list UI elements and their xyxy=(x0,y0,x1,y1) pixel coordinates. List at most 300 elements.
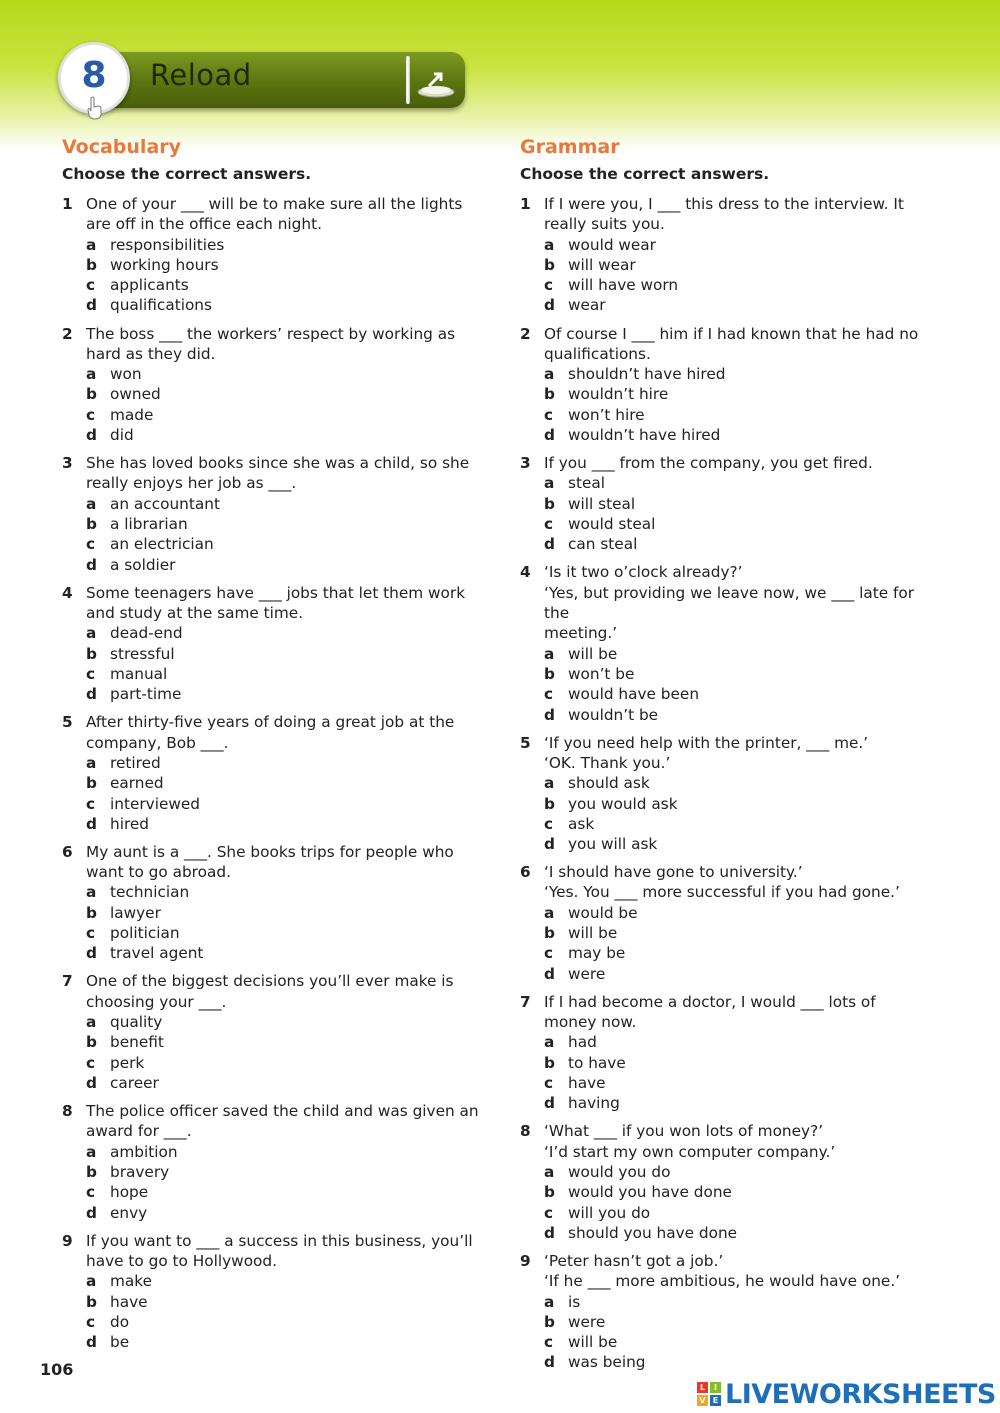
option-letter: b xyxy=(544,1312,555,1331)
answer-options xyxy=(544,1292,940,1373)
option-text: lawyer xyxy=(110,903,161,922)
answer-option[interactable] xyxy=(544,534,940,554)
answer-options xyxy=(86,235,482,316)
answer-option[interactable] xyxy=(544,705,940,725)
option-letter: b xyxy=(544,664,555,683)
answer-option[interactable] xyxy=(544,943,940,963)
question-text: The police officer saved the child and was given an award for ___. xyxy=(86,1102,479,1141)
option-text: dead-end xyxy=(110,624,183,643)
option-text: will you do xyxy=(568,1203,651,1222)
option-letter: c xyxy=(86,794,96,813)
question-number: 9 xyxy=(520,1251,531,1270)
option-letter: a xyxy=(544,1033,555,1052)
answer-option[interactable] xyxy=(544,384,940,404)
option-text: would have been xyxy=(568,685,700,704)
option-text: wouldn’t be xyxy=(568,705,659,724)
option-text: benefit xyxy=(110,1033,164,1052)
answer-option[interactable] xyxy=(544,923,940,943)
option-letter: a xyxy=(86,883,97,902)
option-text: won xyxy=(110,365,142,384)
answer-option[interactable] xyxy=(86,644,482,664)
option-letter: d xyxy=(544,835,555,854)
answer-option[interactable] xyxy=(544,1162,940,1182)
answer-option[interactable] xyxy=(544,903,940,923)
question-text: Of course I ___ him if I had known that he had no qualifications. xyxy=(544,324,919,363)
answer-option[interactable] xyxy=(544,295,940,315)
option-text: envy xyxy=(110,1203,148,1222)
answer-option[interactable] xyxy=(544,814,940,834)
answer-option[interactable] xyxy=(544,664,940,684)
logo-text: LIVEWORKSHEETS xyxy=(725,1378,996,1410)
option-text: make xyxy=(110,1272,152,1291)
option-letter: a xyxy=(86,753,97,772)
option-text: won’t be xyxy=(568,664,635,683)
answer-options xyxy=(544,773,940,854)
answer-option[interactable] xyxy=(86,384,482,404)
option-letter: a xyxy=(86,365,97,384)
option-text: having xyxy=(568,1094,620,1113)
answer-option[interactable] xyxy=(544,644,940,664)
answer-option[interactable] xyxy=(86,664,482,684)
answer-option[interactable] xyxy=(86,1073,482,1093)
answer-option[interactable] xyxy=(86,1332,482,1352)
option-text: an accountant xyxy=(110,494,220,513)
question-item xyxy=(520,562,940,724)
option-letter: d xyxy=(544,1223,555,1242)
option-text: manual xyxy=(110,664,168,683)
option-letter: b xyxy=(544,255,555,274)
option-text: will be xyxy=(568,644,618,663)
option-letter: b xyxy=(86,644,97,663)
option-text: owned xyxy=(110,385,161,404)
question-item xyxy=(520,1251,940,1373)
option-letter: b xyxy=(86,255,97,274)
question-number: 3 xyxy=(520,454,531,473)
option-text: perk xyxy=(110,1053,145,1072)
answer-option[interactable] xyxy=(544,255,940,275)
option-text: should ask xyxy=(568,774,650,793)
answer-options xyxy=(86,1142,482,1223)
answer-option[interactable] xyxy=(544,514,940,534)
option-text: hope xyxy=(110,1183,149,1202)
question-item xyxy=(520,1121,940,1243)
unit-title: Reload xyxy=(150,58,252,92)
option-text: were xyxy=(568,964,606,983)
option-text: would be xyxy=(568,903,638,922)
answer-option[interactable] xyxy=(544,834,940,854)
liveworksheets-logo[interactable] xyxy=(697,1379,996,1409)
answer-options xyxy=(86,1271,482,1352)
question-text: If I were you, I ___ this dress to the interview. It really suits you. xyxy=(544,195,904,234)
option-text: would you have done xyxy=(568,1183,732,1202)
option-letter: a xyxy=(544,903,555,922)
answer-options xyxy=(86,882,482,963)
option-letter: c xyxy=(544,1333,554,1352)
question-text: After thirty-five years of doing a great job at the company, Bob ___. xyxy=(86,713,455,752)
option-text: can steal xyxy=(568,535,638,554)
option-text: hired xyxy=(110,814,150,833)
answer-option[interactable] xyxy=(86,943,482,963)
answer-option[interactable] xyxy=(544,473,940,493)
option-letter: b xyxy=(544,1183,555,1202)
question-text: ‘If you need help with the printer, ___ me.’ ‘OK. Thank you.’ xyxy=(544,733,869,772)
option-letter: b xyxy=(86,1033,97,1052)
option-letter: a xyxy=(86,235,97,254)
external-link-icon[interactable] xyxy=(414,64,458,100)
option-letter: d xyxy=(86,814,97,833)
question-number: 6 xyxy=(62,842,73,861)
question-number: 8 xyxy=(62,1102,73,1121)
option-letter: d xyxy=(86,685,97,704)
answer-option[interactable] xyxy=(544,1332,940,1352)
answer-option[interactable] xyxy=(86,1292,482,1312)
option-text: have xyxy=(568,1073,606,1092)
option-text: wouldn’t have hired xyxy=(568,426,721,445)
option-letter: c xyxy=(86,664,96,683)
answer-options xyxy=(544,473,940,554)
answer-option[interactable] xyxy=(86,903,482,923)
option-text: politician xyxy=(110,924,180,943)
question-item xyxy=(62,1231,482,1353)
option-letter: d xyxy=(86,944,97,963)
question-text: Some teenagers have ___ jobs that let them work and study at the same time. xyxy=(86,583,466,623)
answer-option[interactable] xyxy=(544,684,940,704)
answer-option[interactable] xyxy=(544,235,940,255)
question-item xyxy=(520,733,940,855)
answer-option[interactable] xyxy=(544,1223,940,1243)
option-letter: d xyxy=(86,555,97,574)
answer-option[interactable] xyxy=(86,1162,482,1182)
option-letter: c xyxy=(86,1312,96,1331)
option-text: will have worn xyxy=(568,276,679,295)
option-letter: a xyxy=(544,644,555,663)
option-text: you would ask xyxy=(568,794,678,813)
question-item xyxy=(62,1101,482,1223)
grammar-heading: Grammar xyxy=(520,136,620,158)
answer-option[interactable] xyxy=(86,753,482,773)
option-text: you will ask xyxy=(568,835,658,854)
option-letter: a xyxy=(86,624,97,643)
answer-option[interactable] xyxy=(86,275,482,295)
question-item xyxy=(62,324,482,446)
vocabulary-heading: Vocabulary xyxy=(62,136,182,158)
question-number: 2 xyxy=(520,324,531,343)
option-text: to have xyxy=(568,1053,626,1072)
answer-option[interactable] xyxy=(86,814,482,834)
option-text: technician xyxy=(110,883,190,902)
option-letter: a xyxy=(86,1142,97,1161)
option-text: be xyxy=(110,1333,130,1352)
option-letter: b xyxy=(86,385,97,404)
option-letter: a xyxy=(86,1272,97,1291)
answer-option[interactable] xyxy=(544,425,940,445)
answer-option[interactable] xyxy=(86,794,482,814)
question-text: ‘I should have gone to university.’ ‘Yes. You ___ more successful if you had gone.’ xyxy=(544,863,900,902)
option-letter: c xyxy=(86,405,96,424)
option-text: have xyxy=(110,1292,148,1311)
question-number: 3 xyxy=(62,454,73,473)
question-text: ‘Is it two o’clock already?’ ‘Yes, but providing we leave now, we ___ late for the meeting.’ xyxy=(544,563,915,643)
answer-option[interactable] xyxy=(86,514,482,534)
option-letter: c xyxy=(544,814,554,833)
option-text: will steal xyxy=(568,494,636,513)
logo-letter: V xyxy=(697,1395,708,1406)
question-text: If you want to ___ a success in this business, you’ll have to go to Hollywood. xyxy=(86,1231,473,1270)
option-text: stressful xyxy=(110,644,175,663)
option-letter: c xyxy=(544,405,554,424)
answer-option[interactable] xyxy=(86,1053,482,1073)
grammar-instruction: Choose the correct answers. xyxy=(520,165,770,183)
grammar-questions xyxy=(520,194,940,1373)
answer-option[interactable] xyxy=(86,555,482,575)
option-text: ambition xyxy=(110,1142,178,1161)
question-number: 2 xyxy=(62,324,73,343)
answer-option[interactable] xyxy=(544,405,940,425)
option-letter: d xyxy=(86,296,97,315)
question-text: One of the biggest decisions you’ll ever make is choosing your ___. xyxy=(86,972,454,1011)
option-letter: a xyxy=(544,1162,555,1181)
question-number: 1 xyxy=(520,195,531,213)
question-number: 5 xyxy=(520,733,531,752)
option-letter: d xyxy=(86,1333,97,1352)
option-letter: d xyxy=(544,964,555,983)
option-text: would you do xyxy=(568,1162,671,1181)
option-text: won’t hire xyxy=(568,405,645,424)
answer-options xyxy=(544,364,940,445)
page-number: 106 xyxy=(40,1360,74,1379)
question-number: 6 xyxy=(520,863,531,882)
question-item xyxy=(520,992,940,1114)
option-text: travel agent xyxy=(110,944,204,963)
answer-option[interactable] xyxy=(544,964,940,984)
question-item xyxy=(62,712,482,834)
option-text: shouldn’t have hired xyxy=(568,365,726,384)
question-item xyxy=(520,862,940,984)
option-text: retired xyxy=(110,753,161,772)
answer-option[interactable] xyxy=(544,773,940,793)
option-text: do xyxy=(110,1312,130,1331)
answer-option[interactable] xyxy=(544,1032,940,1052)
answer-option[interactable] xyxy=(86,494,482,514)
option-letter: b xyxy=(86,774,97,793)
answer-option[interactable] xyxy=(544,1073,940,1093)
answer-option[interactable] xyxy=(544,494,940,514)
question-number: 5 xyxy=(62,713,73,732)
answer-option[interactable] xyxy=(86,923,482,943)
answer-option[interactable] xyxy=(86,425,482,445)
answer-options xyxy=(544,903,940,984)
option-letter: c xyxy=(544,944,554,963)
option-text: responsibilities xyxy=(110,235,225,254)
question-number: 1 xyxy=(62,195,73,213)
option-text: part-time xyxy=(110,685,182,704)
question-text: ‘What ___ if you won lots of money?’ ‘I’d start my own computer company.’ xyxy=(544,1122,836,1161)
question-number: 4 xyxy=(62,583,73,602)
question-text: If I had become a doctor, I would ___ lots of money now. xyxy=(544,992,876,1032)
option-letter: b xyxy=(544,494,555,513)
answer-option[interactable] xyxy=(544,794,940,814)
vocabulary-section xyxy=(62,136,482,1360)
option-letter: b xyxy=(544,1053,555,1072)
answer-option[interactable] xyxy=(86,534,482,554)
option-text: would steal xyxy=(568,515,656,534)
answer-option[interactable] xyxy=(86,295,482,315)
question-number: 4 xyxy=(520,563,531,582)
option-letter: a xyxy=(544,235,555,254)
option-text: applicants xyxy=(110,276,189,295)
answer-option[interactable] xyxy=(86,1312,482,1332)
option-letter: d xyxy=(86,1203,97,1222)
option-text: were xyxy=(568,1312,606,1331)
option-letter: b xyxy=(544,385,555,404)
option-text: bravery xyxy=(110,1162,170,1181)
option-text: earned xyxy=(110,774,164,793)
answer-option[interactable] xyxy=(86,623,482,643)
logo-letter: L xyxy=(697,1382,708,1393)
option-letter: c xyxy=(86,924,96,943)
answer-option[interactable] xyxy=(86,405,482,425)
option-text: should you have done xyxy=(568,1223,738,1242)
answer-option[interactable] xyxy=(86,255,482,275)
question-item xyxy=(62,194,482,316)
option-text: did xyxy=(110,426,134,445)
question-item xyxy=(520,194,940,316)
vocabulary-instruction: Choose the correct answers. xyxy=(62,165,312,183)
question-text: If you ___ from the company, you get fired. xyxy=(544,454,873,473)
answer-option[interactable] xyxy=(86,235,482,255)
option-text: ask xyxy=(568,814,595,833)
answer-options xyxy=(86,364,482,445)
pointing-hand-icon xyxy=(84,96,106,120)
option-letter: c xyxy=(86,1053,96,1072)
question-item xyxy=(62,842,482,964)
answer-option[interactable] xyxy=(544,1292,940,1312)
answer-option[interactable] xyxy=(86,684,482,704)
option-text: interviewed xyxy=(110,794,200,813)
option-text: was being xyxy=(568,1353,646,1372)
question-item xyxy=(520,324,940,446)
answer-option[interactable] xyxy=(544,1053,940,1073)
option-text: wear xyxy=(568,296,606,315)
option-text: a soldier xyxy=(110,555,176,574)
question-number: 7 xyxy=(520,992,531,1011)
unit-number: 8 xyxy=(81,54,107,96)
option-letter: a xyxy=(544,474,555,493)
option-letter: d xyxy=(544,1094,555,1113)
answer-option[interactable] xyxy=(544,1203,940,1223)
option-letter: a xyxy=(544,774,555,793)
answer-option[interactable] xyxy=(544,1312,940,1332)
answer-option[interactable] xyxy=(86,773,482,793)
answer-option[interactable] xyxy=(86,1012,482,1032)
grammar-section xyxy=(520,136,940,1381)
question-number: 7 xyxy=(62,972,73,991)
question-text: She has loved books since she was a child, so she really enjoys her job as ___. xyxy=(86,454,470,493)
option-text: will be xyxy=(568,924,618,943)
option-letter: b xyxy=(86,903,97,922)
question-number: 9 xyxy=(62,1231,73,1250)
answer-options xyxy=(86,494,482,575)
option-letter: d xyxy=(544,296,555,315)
answer-options xyxy=(544,1032,940,1113)
option-letter: a xyxy=(86,494,97,513)
option-text: would wear xyxy=(568,235,656,254)
option-letter: c xyxy=(86,1183,96,1202)
option-letter: d xyxy=(86,1073,97,1092)
option-text: quality xyxy=(110,1013,163,1032)
question-item xyxy=(62,583,482,705)
logo-letter: E xyxy=(710,1395,721,1406)
option-letter: b xyxy=(86,515,97,534)
logo-squares xyxy=(697,1382,721,1406)
option-letter: a xyxy=(86,1013,97,1032)
answer-options xyxy=(544,1162,940,1243)
option-letter: c xyxy=(544,515,554,534)
option-letter: d xyxy=(544,705,555,724)
answer-options xyxy=(544,235,940,316)
option-letter: c xyxy=(544,685,554,704)
answer-option[interactable] xyxy=(544,275,940,295)
answer-option[interactable] xyxy=(86,1271,482,1291)
option-letter: d xyxy=(544,1353,555,1372)
answer-option[interactable] xyxy=(86,1142,482,1162)
answer-option[interactable] xyxy=(544,1093,940,1113)
title-bar-divider xyxy=(406,56,410,104)
option-text: wouldn’t hire xyxy=(568,385,669,404)
answer-option[interactable] xyxy=(86,1032,482,1052)
option-text: steal xyxy=(568,474,606,493)
option-letter: d xyxy=(544,535,555,554)
option-letter: a xyxy=(544,365,555,384)
option-letter: c xyxy=(544,1073,554,1092)
option-letter: b xyxy=(86,1162,97,1181)
question-item xyxy=(62,971,482,1093)
answer-option[interactable] xyxy=(86,1182,482,1202)
option-text: working hours xyxy=(110,255,219,274)
answer-option[interactable] xyxy=(86,882,482,902)
option-letter: c xyxy=(86,276,96,295)
option-text: an electrician xyxy=(110,535,214,554)
option-letter: d xyxy=(86,426,97,445)
answer-options xyxy=(544,644,940,725)
option-text: made xyxy=(110,405,154,424)
option-text: will wear xyxy=(568,255,636,274)
option-letter: b xyxy=(86,1292,97,1311)
option-text: a librarian xyxy=(110,515,188,534)
question-item xyxy=(62,453,482,575)
answer-option[interactable] xyxy=(544,1352,940,1372)
answer-options xyxy=(86,753,482,834)
question-text: My aunt is a ___. She books trips for people who want to go abroad. xyxy=(86,842,454,882)
option-text: will be xyxy=(568,1333,618,1352)
option-letter: a xyxy=(544,1292,555,1311)
option-letter: c xyxy=(544,1203,554,1222)
question-text: ‘Peter hasn’t got a job.’ ‘If he ___ more ambitious, he would have one.’ xyxy=(544,1251,901,1291)
option-letter: b xyxy=(544,924,555,943)
answer-option[interactable] xyxy=(544,1182,940,1202)
option-text: may be xyxy=(568,944,626,963)
option-letter: c xyxy=(544,276,554,295)
question-text: One of your ___ will be to make sure all the lights are off in the office each night. xyxy=(86,195,463,234)
answer-option[interactable] xyxy=(544,364,940,384)
answer-option[interactable] xyxy=(86,1203,482,1223)
option-letter: d xyxy=(544,426,555,445)
question-number: 8 xyxy=(520,1122,531,1141)
option-text: is xyxy=(568,1292,581,1311)
answer-option[interactable] xyxy=(86,364,482,384)
answer-options xyxy=(86,1012,482,1093)
option-text: career xyxy=(110,1073,159,1092)
